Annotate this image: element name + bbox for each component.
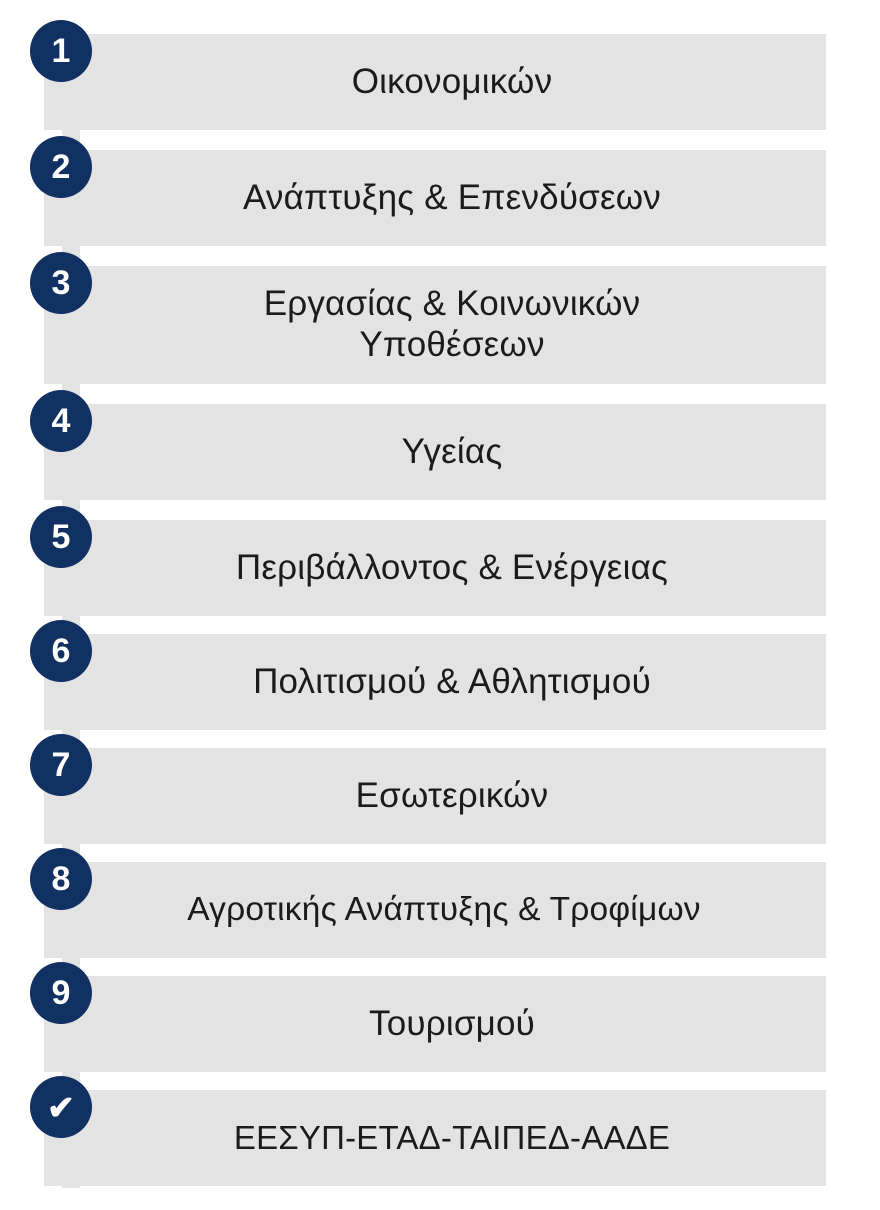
check-icon: ✔ [30,1076,92,1138]
row-number-badge: 9 [30,962,92,1024]
list-item[interactable] [44,1090,826,1186]
list-item[interactable] [44,266,826,384]
row-label: Οικονομικών [351,61,553,101]
row-label: Τουρισμού [369,1003,535,1043]
row-label: Υγείας [401,431,503,471]
row-number-badge: 7 [30,734,92,796]
row-label: Αγροτικής Ανάπτυξης & Τροφίμων [187,890,701,928]
row-number-badge: 8 [30,848,92,910]
list-item[interactable] [44,520,826,616]
row-label: Εσωτερικών [355,775,549,815]
row-number-badge: 6 [30,620,92,682]
list-item[interactable] [44,862,826,958]
row-number-badge: 5 [30,506,92,568]
row-number-badge: 4 [30,390,92,452]
row-number-badge: 2 [30,136,92,198]
list-item[interactable] [44,976,826,1072]
row-label: Πολιτισμού & Αθλητισμού [253,661,651,701]
list-item[interactable] [44,634,826,730]
row-label: Εργασίας & Κοινωνικών Υποθέσεων [263,284,641,364]
list-item[interactable] [44,34,826,130]
row-number-badge: 3 [30,252,92,314]
list-item[interactable] [44,748,826,844]
row-label: Περιβάλλοντος & Ενέργειας [235,547,669,587]
list-item[interactable] [44,150,826,246]
row-number-badge: 1 [30,20,92,82]
row-label: ΕΕΣΥΠ-ΕΤΑΔ-ΤΑΙΠΕΔ-ΑΑΔΕ [233,1118,671,1156]
list-item[interactable] [44,404,826,500]
row-label: Ανάπτυξης & Επενδύσεων [242,177,661,217]
